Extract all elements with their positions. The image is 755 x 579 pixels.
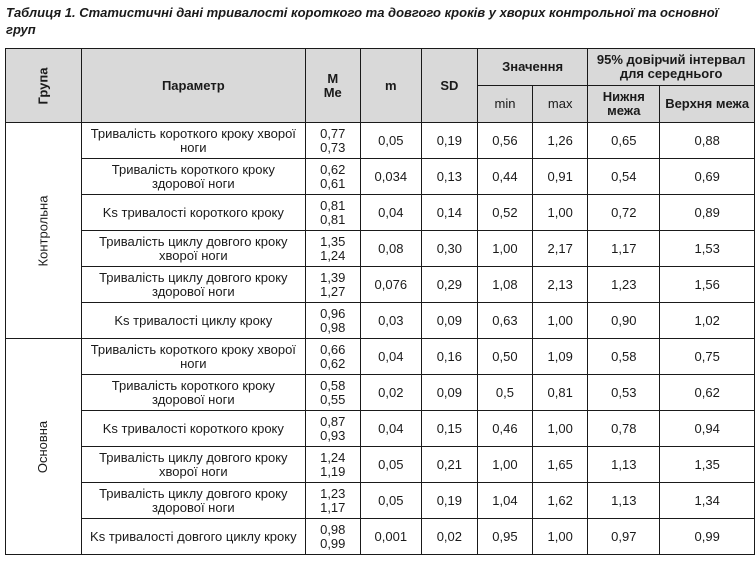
header-lower: Нижня межа (588, 86, 660, 123)
mean-value: 0,62 (320, 161, 346, 177)
sd-cell: 0,19 (421, 483, 477, 519)
param-cell: Тривалість циклу довгого кроку здорової ноги (81, 267, 305, 303)
param-cell: Тривалість циклу довгого кроку хворої ноги (81, 231, 305, 267)
table-caption: Таблиця 1. Статистичні дані тривалості короткого та довгого кроків у хворих контрольної та основної груп (6, 5, 719, 37)
min-cell: 0,44 (477, 159, 532, 195)
header-values: Значення (477, 49, 587, 86)
sd-cell: 0,29 (421, 267, 477, 303)
mean-median-cell (305, 123, 360, 159)
param-cell: Тривалість короткого кроку хворої ноги (81, 339, 305, 375)
median-value: 1,19 (320, 463, 346, 479)
min-cell: 1,04 (477, 483, 532, 519)
mean-value: 0,98 (320, 521, 346, 537)
mean-median-cell (305, 231, 360, 267)
lower-cell: 1,13 (588, 447, 660, 483)
header-row-1 (6, 49, 755, 86)
median-value: 0,61 (320, 175, 346, 191)
min-cell: 0,63 (477, 303, 532, 339)
header-m-small: m (360, 49, 421, 123)
upper-cell: 0,88 (660, 123, 755, 159)
table-row (6, 447, 755, 483)
header-group: Група (6, 49, 82, 123)
median-value: 0,99 (320, 535, 346, 551)
table-row (6, 123, 755, 159)
table-row (6, 267, 755, 303)
table-row (6, 159, 755, 195)
mean-median-cell (305, 519, 360, 555)
header-max: max (533, 86, 588, 123)
min-cell: 0,50 (477, 339, 532, 375)
param-cell: Ks тривалості короткого кроку (81, 411, 305, 447)
mean-median-cell (305, 159, 360, 195)
mean-median-cell (305, 195, 360, 231)
lower-cell: 0,58 (588, 339, 660, 375)
max-cell: 1,09 (533, 339, 588, 375)
group-cell (6, 123, 82, 339)
mean-median-cell (305, 339, 360, 375)
header-upper: Верхня межа (660, 86, 755, 123)
sd-cell: 0,09 (421, 375, 477, 411)
sd-cell: 0,02 (421, 519, 477, 555)
min-cell: 0,95 (477, 519, 532, 555)
mean-median-cell (305, 375, 360, 411)
min-cell: 1,00 (477, 231, 532, 267)
mean-median-cell (305, 411, 360, 447)
sd-cell: 0,30 (421, 231, 477, 267)
m-cell: 0,001 (360, 519, 421, 555)
mean-value: 1,35 (320, 233, 346, 249)
m-cell: 0,03 (360, 303, 421, 339)
sd-cell: 0,15 (421, 411, 477, 447)
sd-cell: 0,21 (421, 447, 477, 483)
header-m-me (305, 49, 360, 123)
mean-value: 1,39 (320, 269, 346, 285)
m-cell: 0,05 (360, 123, 421, 159)
mean-value: 0,58 (320, 377, 346, 393)
upper-cell: 1,53 (660, 231, 755, 267)
header-param: Параметр (81, 49, 305, 123)
param-cell: Тривалість циклу довгого кроку хворої ноги (81, 447, 305, 483)
median-value: 1,24 (320, 247, 346, 263)
mean-value: 1,24 (320, 449, 346, 465)
max-cell: 1,00 (533, 519, 588, 555)
upper-cell: 0,89 (660, 195, 755, 231)
median-value: 1,17 (320, 499, 346, 515)
m-cell: 0,076 (360, 267, 421, 303)
min-cell: 1,00 (477, 447, 532, 483)
max-cell: 1,62 (533, 483, 588, 519)
lower-cell: 0,90 (588, 303, 660, 339)
table-row (6, 303, 755, 339)
upper-cell: 0,94 (660, 411, 755, 447)
header-m-line2: Me (323, 84, 342, 100)
m-cell: 0,04 (360, 195, 421, 231)
median-value: 0,98 (320, 319, 346, 335)
m-cell: 0,04 (360, 339, 421, 375)
upper-cell: 1,02 (660, 303, 755, 339)
table-row (6, 519, 755, 555)
mean-value: 0,66 (320, 341, 346, 357)
param-cell: Ks тривалості циклу кроку (81, 303, 305, 339)
min-cell: 0,52 (477, 195, 532, 231)
table-row (6, 375, 755, 411)
max-cell: 0,81 (533, 375, 588, 411)
median-value: 0,73 (320, 139, 346, 155)
lower-cell: 1,23 (588, 267, 660, 303)
group-label: Контрольна (35, 195, 51, 266)
param-cell: Тривалість циклу довгого кроку здорової ноги (81, 483, 305, 519)
max-cell: 1,00 (533, 303, 588, 339)
table-row (6, 483, 755, 519)
table-row (6, 411, 755, 447)
median-value: 0,55 (320, 391, 346, 407)
median-value: 0,81 (320, 211, 346, 227)
m-cell: 0,04 (360, 411, 421, 447)
upper-cell: 1,35 (660, 447, 755, 483)
mean-value: 0,81 (320, 197, 346, 213)
param-cell: Тривалість короткого кроку здорової ноги (81, 375, 305, 411)
lower-cell: 0,65 (588, 123, 660, 159)
header-ci: 95% довірчий інтервал для середнього (588, 49, 755, 86)
mean-value: 0,96 (320, 305, 346, 321)
table-row (6, 195, 755, 231)
mean-median-cell (305, 483, 360, 519)
mean-value: 0,87 (320, 413, 346, 429)
m-cell: 0,05 (360, 483, 421, 519)
min-cell: 0,56 (477, 123, 532, 159)
min-cell: 0,46 (477, 411, 532, 447)
max-cell: 1,00 (533, 411, 588, 447)
m-cell: 0,034 (360, 159, 421, 195)
max-cell: 2,17 (533, 231, 588, 267)
upper-cell: 0,69 (660, 159, 755, 195)
group-label: Основна (35, 420, 51, 473)
max-cell: 0,91 (533, 159, 588, 195)
upper-cell: 1,56 (660, 267, 755, 303)
min-cell: 1,08 (477, 267, 532, 303)
lower-cell: 0,97 (588, 519, 660, 555)
param-cell: Тривалість короткого кроку хворої ноги (81, 123, 305, 159)
lower-cell: 0,78 (588, 411, 660, 447)
upper-cell: 0,62 (660, 375, 755, 411)
sd-cell: 0,13 (421, 159, 477, 195)
mean-median-cell (305, 267, 360, 303)
median-value: 1,27 (320, 283, 346, 299)
mean-value: 1,23 (320, 485, 346, 501)
param-cell: Ks тривалості короткого кроку (81, 195, 305, 231)
header-sd: SD (421, 49, 477, 123)
lower-cell: 0,72 (588, 195, 660, 231)
min-cell: 0,5 (477, 375, 532, 411)
median-value: 0,93 (320, 427, 346, 443)
mean-median-cell (305, 447, 360, 483)
m-cell: 0,08 (360, 231, 421, 267)
lower-cell: 0,54 (588, 159, 660, 195)
m-cell: 0,02 (360, 375, 421, 411)
sd-cell: 0,09 (421, 303, 477, 339)
upper-cell: 1,34 (660, 483, 755, 519)
header-m-line1: M (327, 70, 339, 86)
header-min: min (477, 86, 532, 123)
max-cell: 1,00 (533, 195, 588, 231)
median-value: 0,62 (320, 355, 346, 371)
sd-cell: 0,19 (421, 123, 477, 159)
group-cell (6, 339, 82, 555)
statistics-table (5, 48, 755, 555)
max-cell: 1,26 (533, 123, 588, 159)
lower-cell: 1,13 (588, 483, 660, 519)
max-cell: 2,13 (533, 267, 588, 303)
param-cell: Тривалість короткого кроку здорової ноги (81, 159, 305, 195)
max-cell: 1,65 (533, 447, 588, 483)
m-cell: 0,05 (360, 447, 421, 483)
lower-cell: 0,53 (588, 375, 660, 411)
table-body (6, 123, 755, 555)
table-row (6, 231, 755, 267)
sd-cell: 0,16 (421, 339, 477, 375)
upper-cell: 0,99 (660, 519, 755, 555)
mean-median-cell (305, 303, 360, 339)
param-cell: Ks тривалості довгого циклу кроку (81, 519, 305, 555)
mean-value: 0,77 (320, 125, 346, 141)
sd-cell: 0,14 (421, 195, 477, 231)
table-row (6, 339, 755, 375)
upper-cell: 0,75 (660, 339, 755, 375)
lower-cell: 1,17 (588, 231, 660, 267)
